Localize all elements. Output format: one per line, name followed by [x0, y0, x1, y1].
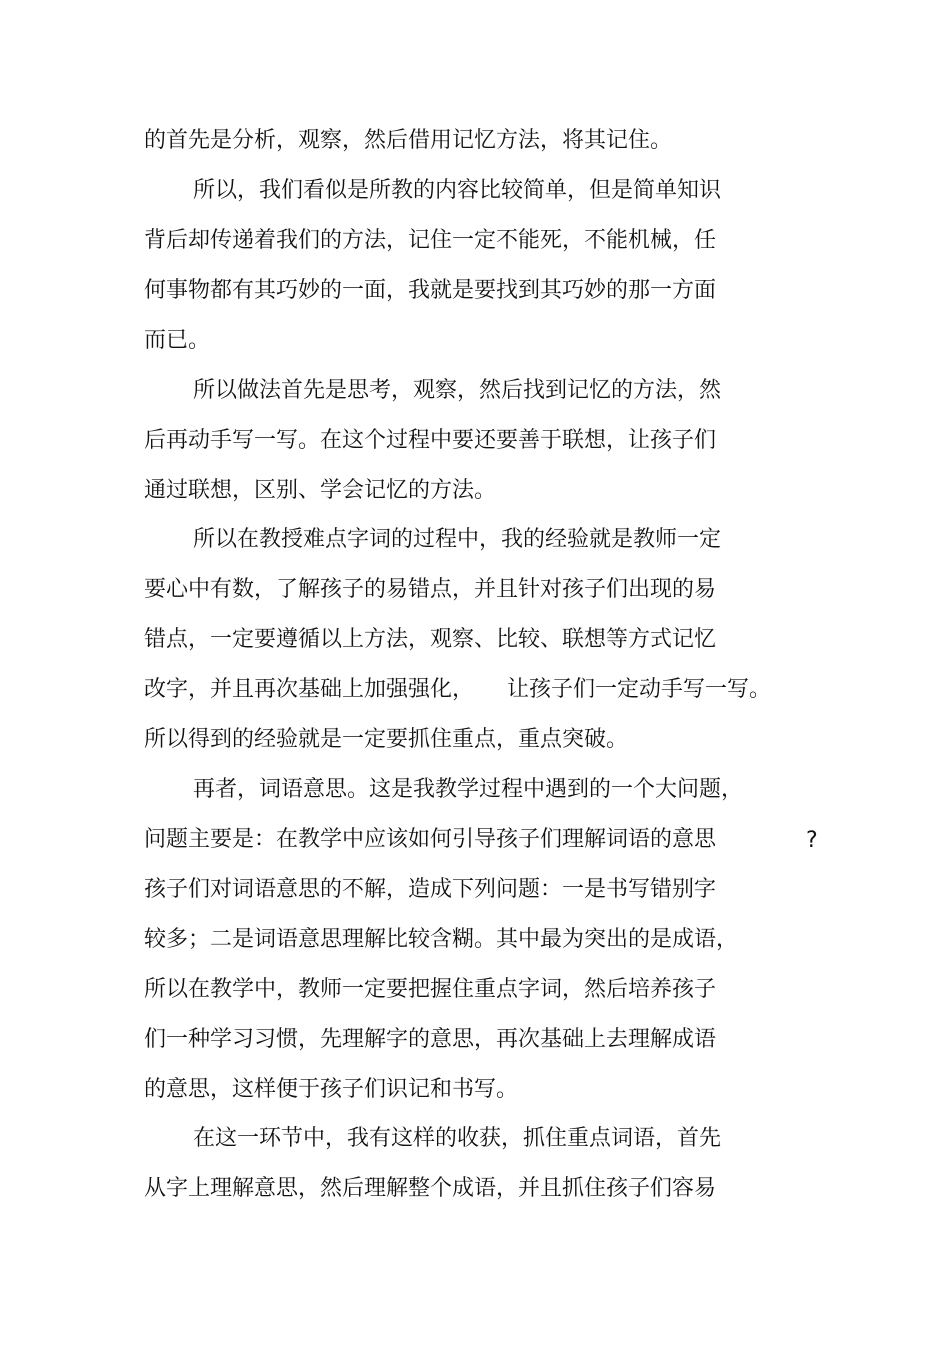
text-line: 的首先是分析，观察，然后借用记忆方法，将其记住。	[144, 128, 673, 153]
text-line: 背后却传递着我们的方法，记住一定不能死，不能机械，任	[144, 228, 717, 253]
text-line: 问题主要是：在教学中应该如何引导孩子们理解词语的意思	[144, 827, 717, 852]
text-line: 所以在教授难点字词的过程中，我的经验就是教师一定	[193, 527, 722, 552]
text-line: 所以，我们看似是所教的内容比较简单，但是简单知识	[193, 178, 722, 203]
text-line: 所以得到的经验就是一定要抓住重点，重点突破。	[144, 727, 629, 752]
question-mark: ?	[806, 828, 818, 853]
text-line: 再者，词语意思。这是我教学过程中遇到的一个大问题，	[193, 777, 744, 802]
text-line: 通过联想，区别、学会记忆的方法。	[144, 478, 497, 503]
text-line: 们一种学习习惯，先理解字的意思，再次基础上去理解成语	[144, 1027, 717, 1052]
text-line: 所以做法首先是思考，观察，然后找到记忆的方法，然	[193, 378, 722, 403]
text-line: 何事物都有其巧妙的一面，我就是要找到其巧妙的那一方面	[144, 278, 717, 303]
text-line: 错点，一定要遵循以上方法，观察、比较、联想等方式记忆	[144, 627, 717, 652]
text-line: 而已。	[144, 328, 211, 353]
text-line: 改字，并且再次基础上加强强化， 让孩子们一定动手写一写。	[144, 677, 772, 702]
text-line: 后再动手写一写。在这个过程中要还要善于联想，让孩子们	[144, 428, 717, 453]
text-line: 较多；二是词语意思理解比较含糊。其中最为突出的是成语，	[144, 927, 739, 952]
text-line: 孩子们对词语意思的不解，造成下列问题：一是书写错别字	[144, 877, 717, 902]
text-line: 的意思，这样便于孩子们识记和书写。	[144, 1077, 519, 1102]
text-line: 在这一环节中，我有这样的收获，抓住重点词语，首先	[193, 1126, 722, 1151]
text-line: 要心中有数，了解孩子的易错点，并且针对孩子们出现的易	[144, 577, 717, 602]
text-line: 从字上理解意思，然后理解整个成语，并且抓住孩子们容易	[144, 1176, 717, 1201]
text-line: 所以在教学中，教师一定要把握住重点字词，然后培养孩子	[144, 977, 717, 1002]
